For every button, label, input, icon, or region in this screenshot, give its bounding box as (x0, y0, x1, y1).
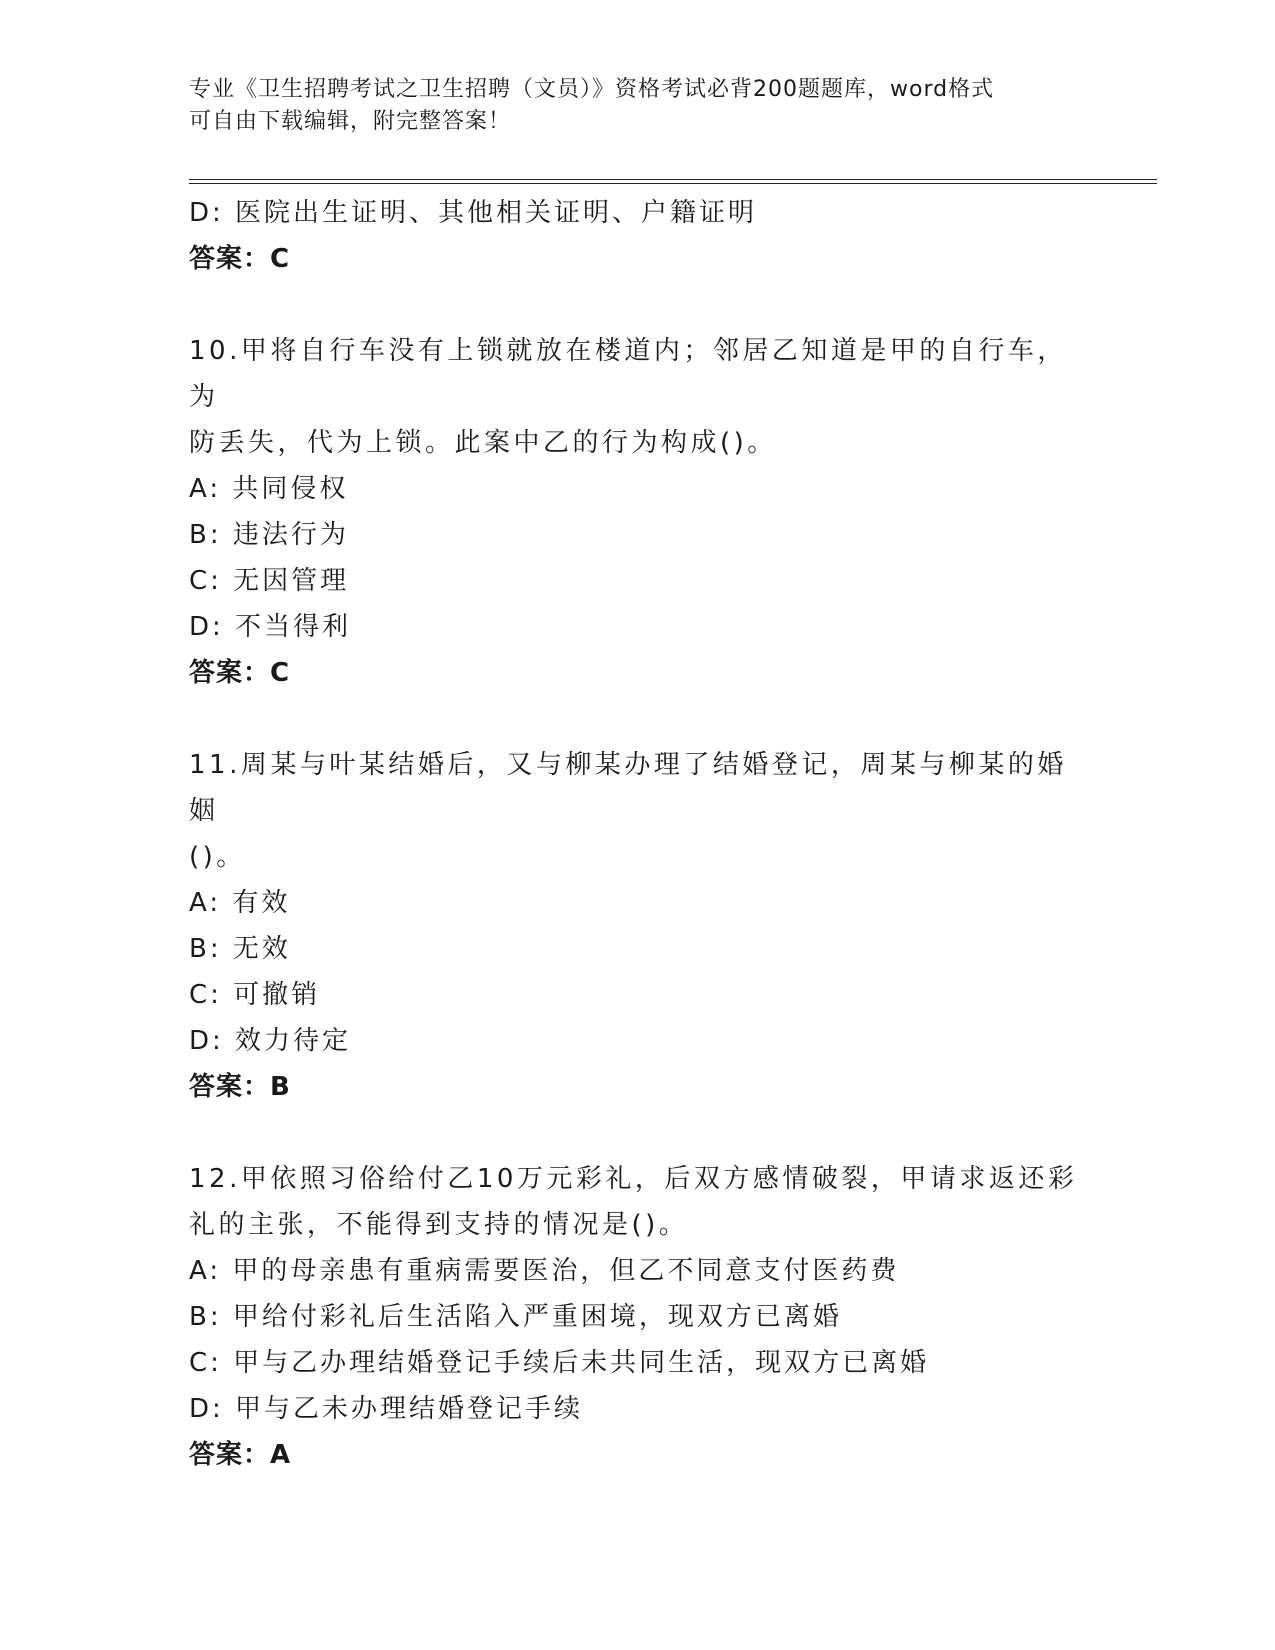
question-11 (189, 742, 1089, 1110)
header-line-1: 专业《卫生招聘考试之卫生招聘（文员）》资格考试必背200题题库，word格式 (189, 77, 995, 102)
option-c: C: 甲与乙办理结婚登记手续后未共同生活，现双方已离婚 (189, 1348, 930, 1378)
option-b: B: 甲给付彩礼后生活陷入严重困境，现双方已离婚 (189, 1302, 842, 1332)
question-list (189, 190, 1089, 1478)
option-b: B: 无效 (189, 934, 291, 964)
spacer (189, 1110, 1089, 1156)
option-c: C: 无因管理 (189, 566, 350, 596)
question-stem-line-2: ()。 (189, 842, 246, 872)
header-divider-bottom (189, 183, 1157, 184)
option-d: D: 不当得利 (189, 612, 352, 642)
spacer (189, 696, 1089, 742)
answer: 答案：C (189, 658, 291, 688)
option-d: D: 甲与乙未办理结婚登记手续 (189, 1394, 584, 1424)
question-12 (189, 1156, 1089, 1478)
option-a: A: 甲的母亲患有重病需要医治，但乙不同意支付医药费 (189, 1256, 900, 1286)
option-c: C: 可撤销 (189, 980, 321, 1010)
question-stem-line-1: 12.甲依照习俗给付乙10万元彩礼，后双方感情破裂，甲请求返还彩 (189, 1164, 1078, 1194)
question-10 (189, 328, 1089, 696)
answer: 答案：B (189, 1072, 291, 1102)
answer: 答案：A (189, 1440, 292, 1470)
question-stem-line-1: 11.周某与叶某结婚后，又与柳某办理了结婚登记，周某与柳某的婚姻 (189, 750, 1067, 826)
document-header (189, 74, 1089, 138)
option-a: A: 有效 (189, 888, 291, 918)
previous-option-d: D: 医院出生证明、其他相关证明、户籍证明 (189, 198, 758, 228)
option-b: B: 违法行为 (189, 520, 349, 550)
option-a: A: 共同侵权 (189, 474, 349, 504)
question-stem-line-2: 防丢失，代为上锁。此案中乙的行为构成()。 (189, 428, 777, 458)
option-d: D: 效力待定 (189, 1026, 352, 1056)
previous-answer: 答案：C (189, 244, 291, 274)
header-line-2: 可自由下载编辑，附完整答案！ (189, 109, 512, 134)
header-divider-top (189, 179, 1157, 180)
spacer (189, 282, 1089, 328)
question-stem-line-2: 礼的主张，不能得到支持的情况是()。 (189, 1210, 689, 1240)
question-stem-line-1: 10.甲将自行车没有上锁就放在楼道内；邻居乙知道是甲的自行车，为 (189, 336, 1067, 412)
